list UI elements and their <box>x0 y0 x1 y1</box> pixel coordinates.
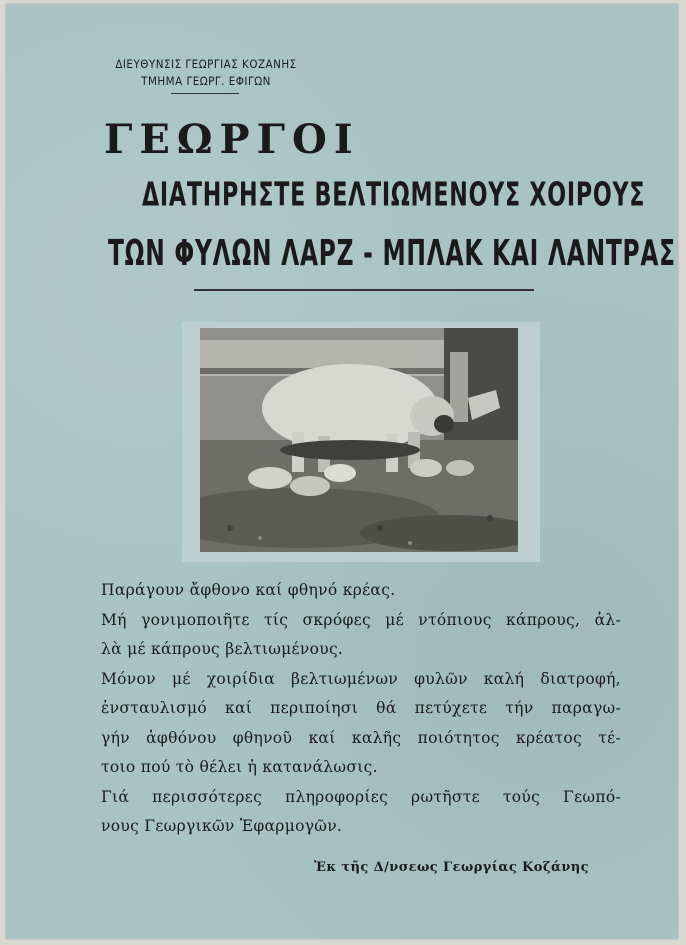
heading-underline <box>194 289 534 291</box>
issuer-signature: Ἐκ τῆς Δ/νσεως Γεωργίας Κοζάνης <box>314 860 589 875</box>
body-line: Μή γονιμοποιῆτε τίς σκρόφες μέ ντόπιους κάπρους, ἀλ- <box>101 610 621 629</box>
body-line: γήν ἀφθόνου φθηνοῦ καί καλῆς ποιότητος κρέατος τέ- <box>101 728 621 747</box>
body-line: Γιά περισσότερες πληροφορίες ρωτῆστε τούς Γεωπό- <box>101 787 621 806</box>
poster-headline: ΓΕΩΡΓΟΙ <box>104 116 360 163</box>
pig-photo <box>200 328 518 552</box>
body-line: Παράγουν ἄφθονο καί φθηνό κρέας. <box>101 581 396 599</box>
body-line: νους Γεωργικῶν Ἐφαρμογῶν. <box>101 817 343 835</box>
body-line: λὰ μέ κάπρους βελτιωμένους. <box>101 640 344 658</box>
poster-body <box>101 576 621 842</box>
office-line-1: ΔΙΕΥΘΥΝΣΙΣ ΓΕΩΡΓΙΑΣ ΚΟΖΑΝΗΣ <box>115 57 297 71</box>
office-underline <box>171 93 239 94</box>
body-line: τοιο πού τὸ θέλει ἡ κατανάλωσις. <box>101 758 378 776</box>
pig-photo-illustration <box>200 328 518 552</box>
issuing-office <box>106 56 306 90</box>
poster-subheading-line-1: ΔΙΑΤΗΡΗΣΤΕ ΒΕΛΤΙΩΜΕΝΟΥΣ ΧΟΙΡΟΥΣ <box>142 176 646 215</box>
poster-sheet <box>6 4 678 939</box>
photo-frame <box>182 322 540 562</box>
body-line: ἐνσταυλισμό καί περιποίησι θά πετύχετε τήν παραγω- <box>101 699 621 717</box>
body-line: Μόνον μέ χοιρίδια βελτιωμένων φυλῶν καλή διατροφή, <box>101 669 621 688</box>
office-line-2: ΤΜΗΜΑ ΓΕΩΡΓ. ΕΦΙΓΩΝ <box>141 74 271 88</box>
poster-subheading-line-2: ΤΩΝ ΦΥΛΩΝ ΛΑΡΖ - ΜΠΛΑΚ ΚΑΙ ΛΑΝΤΡΑΣ <box>108 232 676 274</box>
